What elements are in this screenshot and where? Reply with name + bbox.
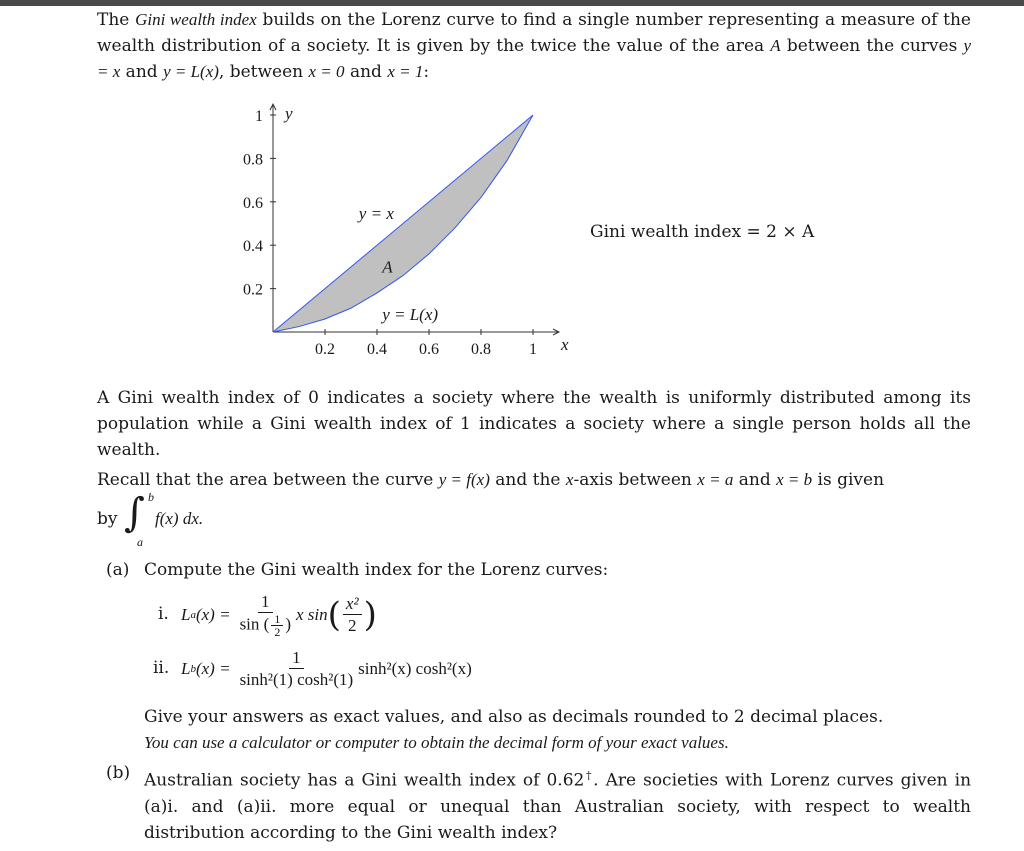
- gini-formula: Gini wealth index = 2 × A: [590, 222, 815, 242]
- y-tick-label: 0.6: [243, 194, 263, 212]
- formula-la: L a (x) = 1 sin ( $\frac{1}{2}$ ) x sin ( $\frac{\text{x²}}{2}$ ): [181, 592, 377, 639]
- x-tick-label: 0.6: [419, 341, 439, 358]
- y-tick-label: 1: [255, 108, 263, 125]
- item-ii-label: ii.: [153, 658, 170, 678]
- y-tick-label: 0.4: [243, 238, 263, 256]
- calculator-note: You can use a calculator or computer to obtain the decimal form of your exact values.: [144, 733, 729, 752]
- label-area-a: A: [382, 257, 393, 277]
- recall-by: by: [97, 509, 118, 529]
- line-y-equals-x: [273, 115, 533, 332]
- y-tick-label: 0.8: [243, 151, 263, 169]
- item-i-label: i.: [158, 604, 169, 624]
- x-axis-label: x: [561, 335, 569, 354]
- integral-lower: a: [137, 535, 143, 549]
- x-tick-label: 0.2: [315, 341, 335, 358]
- part-a-label: (a): [106, 560, 130, 580]
- label-y-equals-x: y = x: [358, 204, 394, 224]
- x-tick-label: 0.4: [367, 341, 387, 358]
- part-b-text: Australian society has a Gini wealth index of 0.62†. Are societies with Lorenz curves given in (a)i. and (a)ii. more equal or unequal than Australian society, with respect to wealth distribution according to the Gini wealth index?: [144, 769, 972, 843]
- integrand: f(x) dx.: [155, 509, 204, 528]
- gini-term: Gini wealth index: [135, 10, 257, 29]
- integral-upper: b: [148, 490, 154, 504]
- y-tick-label: 0.2: [243, 281, 263, 299]
- gini-explanation: A Gini wealth index of 0 indicates a society where the wealth is uniformly distributed among its population while a Gini wealth index of 1 indicates a society where a single person holds all the wealth.: [97, 388, 971, 460]
- label-lorenz-curve: y = L(x): [382, 305, 439, 325]
- y-axis-label: y: [285, 104, 293, 123]
- part-a-text: Compute the Gini wealth index for the Lorenz curves:: [144, 560, 609, 580]
- top-border: [0, 0, 1024, 6]
- recall-paragraph: Recall that the area between the curve y = f(x) and the x-axis between x = a and x = b is given: [97, 470, 885, 490]
- answer-note: Give your answers as exact values, and also as decimals rounded to 2 decimal places.: [144, 707, 884, 727]
- intro-paragraph: The Gini wealth index builds on the Lorenz curve to find a single number representing a measure of the wealth distribution of a society. It is given by the twice the value of the area A between the curves y = x and y = L(x), between x = 0 and x = 1:: [97, 10, 971, 82]
- part-b-label: (b): [106, 763, 131, 783]
- x-tick-label: 1: [529, 341, 537, 358]
- lorenz-chart: [220, 100, 600, 370]
- x-tick-label: 0.8: [471, 341, 491, 358]
- integral-sign: ∫: [124, 490, 145, 536]
- formula-lb: L b (x) = $\frac{1}{\text{sinh²(1) cosh²(1)}}$ sinh²(x) cosh²(x): [181, 647, 472, 689]
